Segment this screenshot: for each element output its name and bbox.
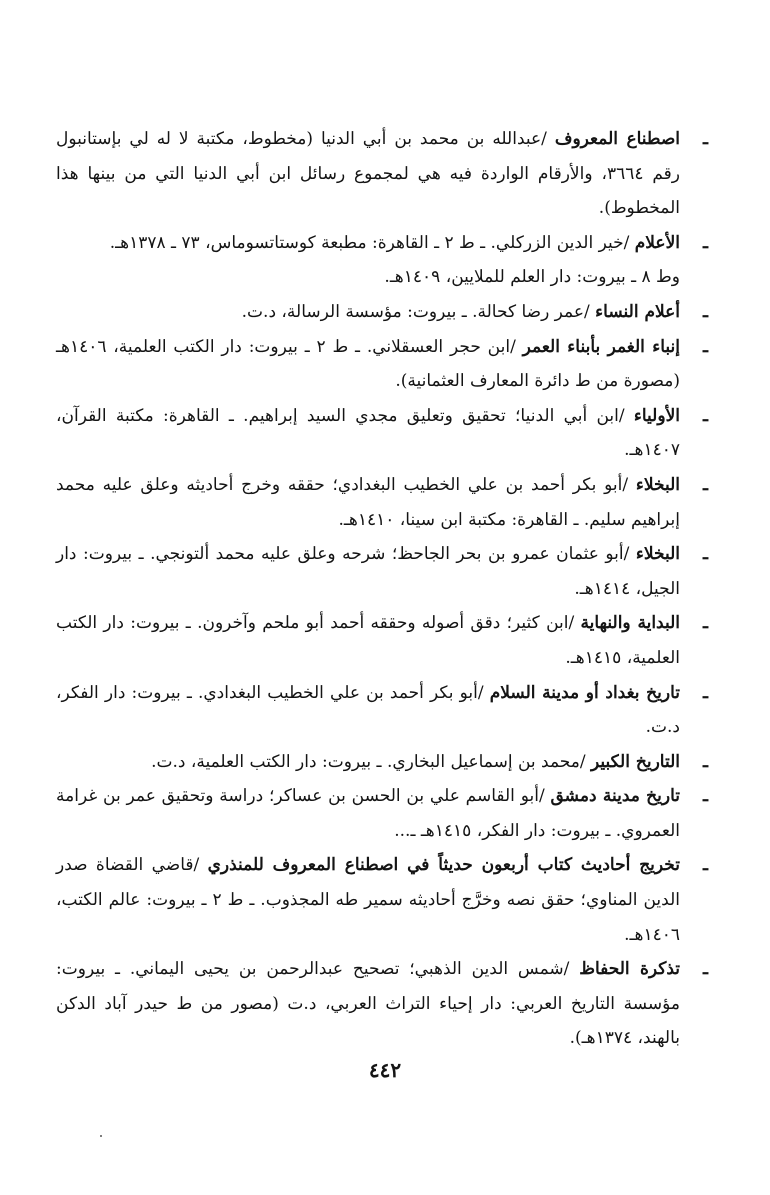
- entry-dash: ـ: [703, 301, 708, 322]
- entry-text: /ابن حجر العسقلاني. ـ ط ٢ ـ بيروت: دار الكتب العلمية، ١٤٠٦هـ (مصورة من ط دائرة المعارف العثمانية).: [56, 336, 680, 392]
- entry-dash: ـ: [703, 474, 708, 495]
- entry-title: الأعلام: [634, 232, 680, 253]
- entry-title: اصطناع المعروف: [554, 129, 680, 149]
- entry-text: /قاضي القضاة صدر الدين المناوي؛ حقق نصه وخرَّج أحاديثه سمير طه المجذوب. ـ ط ٢ ـ بيروت: عالم الكتب، ١٤٠٦هـ.: [56, 855, 680, 945]
- entry-text: /شمس الدين الذهبي؛ تصحيح عبدالرحمن بن يحيى اليماني. ـ بيروت: مؤسسة التاريخ العربي: دار إحياء التراث العربي، د.ت (مصور من ط حيدر آباد الدكن بالهند، ١٣٧٤هـ).: [56, 959, 680, 1049]
- bibliography-entry: [56, 122, 708, 226]
- entry-text: /عمر رضا كحالة. ـ بيروت: مؤسسة الرسالة، د.ت.: [241, 301, 596, 322]
- entry-dash: ـ: [703, 544, 708, 565]
- entry-text: /أبو القاسم علي بن الحسن بن عساكر؛ دراسة وتحقيق عمر بن غرامة العمروي. ـ بيروت: دار الفكر، ١٤١٥هـ ـ...: [56, 786, 680, 841]
- entry-text: /أبو عثمان عمرو بن بحر الجاحظ؛ شرحه وعلق عليه محمد ألتونجي. ـ بيروت: دار الجيل، ١٤١٤هـ.: [56, 544, 680, 599]
- page-number: ٤٤٢: [368, 1058, 402, 1082]
- entry-dash: ـ: [703, 129, 708, 149]
- entry-text: /خير الدين الزركلي. ـ ط ٢ ـ القاهرة: مطبعة كوستاتسوماس، ٧٣ ـ ١٣٧٨هـ.: [109, 232, 635, 253]
- entry-title: التاريخ الكبير: [591, 751, 680, 772]
- bibliography-entry: [56, 779, 708, 848]
- entry-dash: ـ: [703, 405, 708, 426]
- entry-title: إنباء الغمر بأبناء العمر: [522, 336, 680, 357]
- bibliography-entry: [56, 676, 708, 745]
- entry-text: /ابن أبي الدنيا؛ تحقيق وتعليق مجدي السيد إبراهيم. ـ القاهرة: مكتبة القرآن، ١٤٠٧هـ.: [56, 405, 680, 461]
- entry-text: /عبدالله بن محمد بن أبي الدنيا (مخطوط، مكتبة لا له لي بإستانبول رقم ٣٦٦٤، والأرقام الواردة فيه هي لمجموع رسائل ابن أبي الدنيا التي من بينها هذا المخطوط).: [56, 129, 680, 219]
- entry-dash: ـ: [703, 959, 708, 980]
- bibliography-entry: [56, 399, 708, 468]
- entry-dash: ـ: [703, 232, 708, 253]
- entry-text: /ابن كثير؛ دقق أصوله وحققه أحمد أبو ملحم وآخرون. ـ بيروت: دار الكتب العلمية، ١٤١٥هـ.: [56, 613, 680, 668]
- bibliography-entry: [56, 330, 708, 399]
- entry-dash: ـ: [703, 336, 708, 357]
- entry-title: البخلاء: [635, 474, 680, 495]
- entry-dash: ـ: [703, 751, 708, 772]
- bibliography-entry: [56, 537, 708, 606]
- entry-title: تذكرة الحفاظ: [579, 959, 680, 980]
- entry-text: /أبو بكر أحمد بن علي الخطيب البغدادي؛ حققه وخرج أحاديثه وعلق عليه محمد إبراهيم سليم. ـ القاهرة: مكتبة ابن سينا، ١٤١٠هـ.: [56, 474, 680, 530]
- entry-title: تخريج أحاديث كتاب أربعون حديثاً في اصطناع المعروف للمنذري: [207, 855, 680, 876]
- entry-title: البداية والنهاية: [580, 613, 680, 634]
- entry-text: /أبو بكر أحمد بن علي الخطيب البغدادي. ـ بيروت: دار الفكر، د.ت.: [56, 682, 680, 738]
- bibliography-entry: [56, 848, 708, 952]
- bibliography-entry: [56, 952, 708, 1056]
- bibliography-entry-continuation: [56, 260, 708, 295]
- entry-dash: ـ: [703, 682, 708, 703]
- bibliography-entry: [56, 295, 708, 330]
- entry-dash: ـ: [703, 855, 708, 876]
- entry-text: وط ٨ ـ بيروت: دار العلم للملايين، ١٤٠٩هـ.: [384, 267, 680, 288]
- entry-dash: ـ: [703, 786, 708, 807]
- entry-title: الأولياء: [633, 405, 680, 426]
- entry-text: /محمد بن إسماعيل البخاري. ـ بيروت: دار الكتب العلمية، د.ت.: [151, 751, 592, 772]
- entry-title: تاريخ مدينة دمشق: [550, 786, 681, 807]
- bibliography-entry: [56, 468, 708, 537]
- entry-dash: ـ: [703, 613, 708, 634]
- bibliography-entry: [56, 606, 708, 675]
- entry-title: البخلاء: [635, 544, 680, 565]
- bibliography-entry: [56, 226, 708, 261]
- entry-title: أعلام النساء: [595, 301, 680, 322]
- bibliography-entry: [56, 745, 708, 780]
- entry-title: تاريخ بغداد أو مدينة السلام: [489, 682, 681, 703]
- scan-speck: [100, 1135, 102, 1137]
- bibliography-list: [56, 122, 708, 1056]
